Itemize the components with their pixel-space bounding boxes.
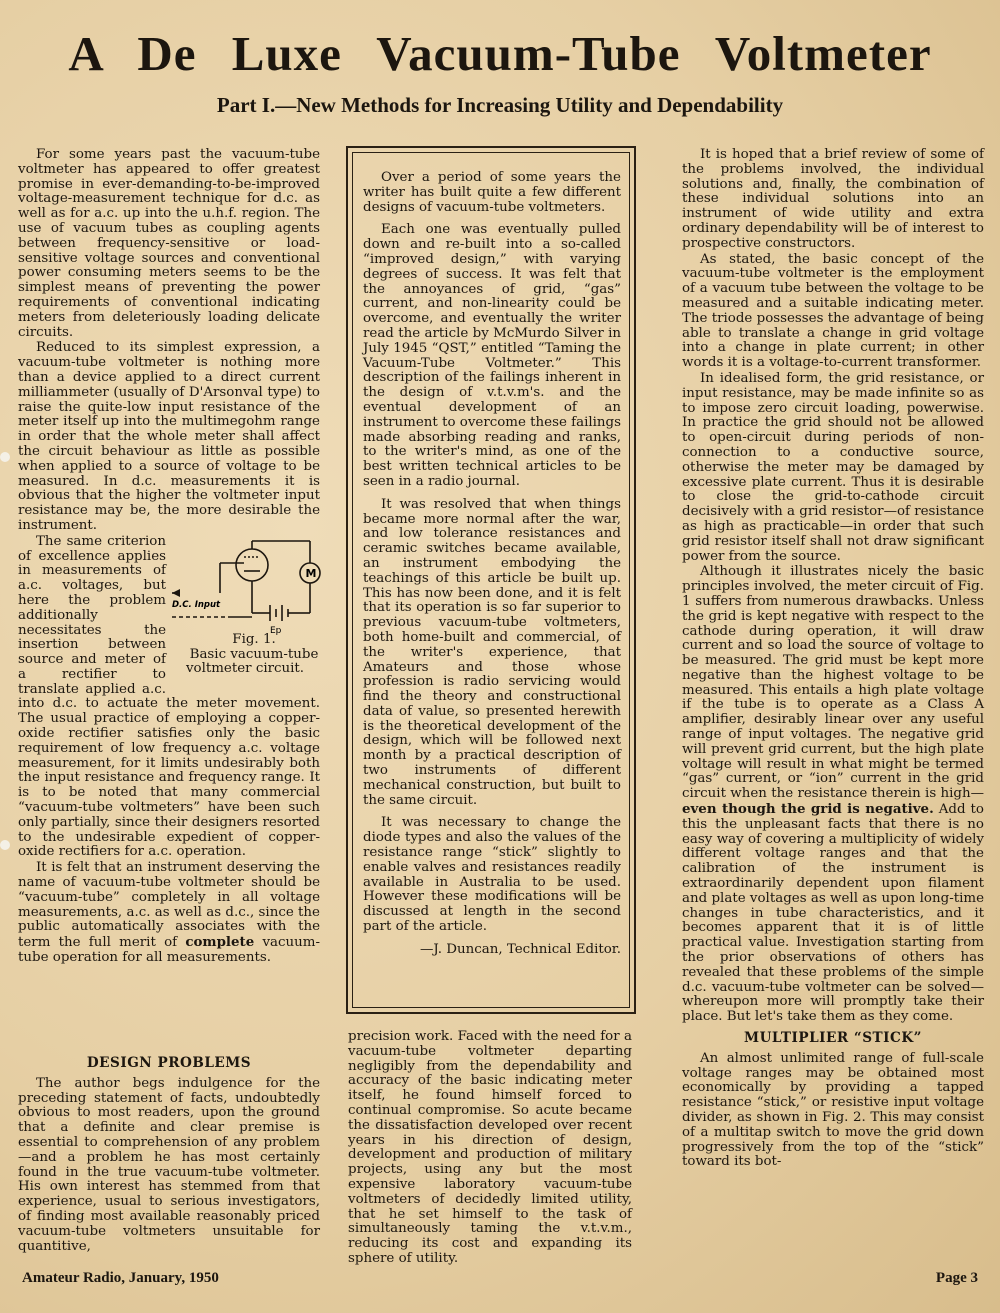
punch-hole <box>0 840 10 850</box>
paragraph: As stated, the basic concept of the vacuum-tube voltmeter is the employment of a vacuum tube between the voltage to be measured and a suitable indicating meter. The triode possesses the advantage of being able to translate a change in grid voltage into a change in plate current; in other words it is a voltage-to-current transformer. <box>682 251 984 371</box>
paragraph-text: Add to this the unpleasant facts that there is no easy way of covering a multiplicity of widely different voltage ranges and that the calibration of the instrument is extraordinarily dependent upon filament and plate voltages as well as upon long-time changes in tube characteristics, and it becomes apparent that it is of little practical value. Investigation starting from the prior observations of others has revealed that these problems of the simple d.c. vacuum-tube voltmeter can be solved—whereupon more will promptly take their place. But let's take them as they come. <box>682 802 984 1025</box>
paragraph <box>18 535 320 861</box>
column-1 <box>18 148 320 1040</box>
paragraph: The author begs indulgence for the preceding statement of facts, undoubtedly obvious to most readers, upon the ground that a definite and clear premise is essential to comprehension of any problem—and a problem he has most certainly found in the true vacuum-tube voltmeter. His own interest has stemmed from that experience, usual to serious investigators, of finding most available reasonably priced vacuum-tube voltmeters unsuitable for quantitive, <box>18 1075 320 1254</box>
editor-note-content <box>352 152 630 1008</box>
paragraph: It was resolved that when things became more normal after the war, and low tolerance resistances and ceramic switches became available, an instrument embodying the teachings of this article be built up. This has now been done, and it is felt that its operation is so far superior to previous vacuum-tube voltmeters, both home-built and commercial, of the writer's experience, that Amateurs and those whose profession is radio servicing would find the theory and constructional data of value, so presented herewith is the theoretical development of the design, which will be followed next month by a practical description of two instruments of different mechanical construction, but built to the same circuit. <box>363 496 621 808</box>
caption-text: Basic vacuum-tube voltmeter circuit. <box>185 646 319 677</box>
paragraph: Over a period of some years the writer has built quite a few different designs of vacuum-tube voltmeters. <box>363 170 621 215</box>
column-3 <box>682 148 984 1258</box>
article-title: A De Luxe Vacuum-Tube Voltmeter <box>68 26 932 81</box>
paragraph: Each one was eventually pulled down and re-built into a so-called “improved design,” with varying degrees of success. It was felt that the annoyances of grid, “gas” current, and non-linearity could be overcome, and eventually the writer read the article by McMurdo Silver in July 1945 “QST,” entitled “Taming the Vacuum-Tube Voltmeter.” This description of the failings inherent in the design of v.t.v.m's. and the eventual development of an instrument to overcome these failings made absorbing reading and ranks, to the writer's mind, as one of the best written technical articles to be seen in a radio journal. <box>363 222 621 489</box>
article-subtitle: Part I.—New Methods for Increasing Utility and Dependability <box>216 93 784 117</box>
column-2-lower <box>348 1029 632 1266</box>
paragraph: It was necessary to change the diode types and also the values of the resistance range “stick” slightly to enable valves and resistances readily available in Australia to be used. However these modifications will be discussed at length in the second part of the article. <box>363 815 621 935</box>
paragraph <box>682 565 984 1025</box>
meter-label: M <box>305 566 317 580</box>
column-1-lower <box>18 1050 320 1258</box>
paragraph-text: Although it illustrates nicely the basic principles involved, the meter circuit of Fig. 1 suffers from numerous drawbacks. Unless the grid is kept negative with respect to the cathode during operation, it will draw current and so load the source of voltage to be measured. The grid must be kept more negative than the highest voltage to be measured. This entails a high plate voltage if the tube is to operate as a Class A amplifier, desirably linear over any useful range of input voltages. The negative grid will prevent grid current, but the high plate voltage will result in what might be termed “gas” current, or “ion” current in the grid circuit when the resistance therein is high— <box>682 564 984 802</box>
footer-page-number: Page 3 <box>935 1270 978 1286</box>
section-heading: DESIGN PROBLEMS <box>86 1055 252 1071</box>
figure-caption <box>170 633 320 677</box>
paragraph: In idealised form, the grid resistance, or input resistance, may be made infinite so as to impose zero circuit loading, powerwise. In practice the grid should not be allowed to open-circuit during periods of non-connection to a conductive source, otherwise the meter may be damaged by excessive plate current. Thus it is desirable to close the grid-to-cathode circuit decisively with a grid resistor—of resistance as high as practicable—in order that such grid resistor itself shall not draw significant power from the source. <box>682 370 984 564</box>
paragraph-text: vacuum-tube operation for all measurements. <box>18 935 320 966</box>
paragraph: For some years past the vacuum-tube voltmeter has appeared to offer greatest promise in ever-demanding-to-be-improved voltage-measurement technique for d.c. as well as for a.c. up into the u.h.f. region. The use of vacuum tubes as coupling agents between frequency-sensitive or load-sensitive voltage sources and conventional power consuming meters seems to be the simplest means of preventing the power requirements of conventional indicating meters from deleteriously loading delicate circuits. <box>18 147 320 340</box>
circuit-diagram <box>170 535 320 635</box>
dc-input-label: D.C. Input <box>172 599 221 610</box>
paragraph <box>18 861 320 966</box>
figure-1 <box>170 535 320 685</box>
paragraph-text: It is felt that an instrument deserving the name of vacuum-tube voltmeter should be “vacuum-tube” completely in all voltage measurements, a.c. as well as d.c., since the public automatically associates with the term the full merit of <box>18 860 320 951</box>
paragraph: precision work. Faced with the need for a vacuum-tube voltmeter departing negligibly from the dependability and accuracy of the basic indicating meter itself, he found himself forced to continual compromise. So acute became the dissatisfaction developed over recent years in his direction of design, development and production of military projects, using any but the most expensive laboratory vacuum-tube voltmeters of decidedly limited utility, that he set himself to the task of simultaneously taming the v.t.v.m., reducing its cost and expanding its sphere of utility. <box>348 1029 632 1266</box>
ep-label: Ep <box>270 625 282 636</box>
editor-signature: —J. Duncan, Technical Editor. <box>420 941 621 957</box>
paragraph: It is hoped that a brief review of some of the problems involved, the individual solutions and, finally, the combination of these individual solutions into an instrument of wide utility and extra ordinary dependability will be of interest to prospective constructors. <box>682 147 984 251</box>
emphasis-text: complete <box>185 934 255 951</box>
paragraph-text: The same criterion of excellence applies in measurements of a.c. voltages, but here the problem additionally necessitates the insertion between source and meter of a rectifier to translate applied a.c. into d.c. to actuate the meter movement. The usual practice of employing a copper-oxide rectifier satisfies only the basic requirement of low frequency a.c. voltage measurement, for it limits undesirably both the input resistance and frequency range. It is to be noted that many commercial “vacuum-tube voltmeters” have been such only partially, since their designers resorted to the undesirable expedient of copper-oxide rectifiers for a.c. operation. <box>18 533 320 860</box>
footer-publication: Amateur Radio, January, 1950 <box>22 1270 219 1286</box>
section-heading: MULTIPLIER “STICK” <box>744 1030 922 1047</box>
editor-note-box <box>346 146 636 1014</box>
punch-hole <box>0 452 10 462</box>
paragraph: An almost unlimited range of full-scale voltage ranges may be obtained most economically by providing a tapped resistance “stick,” or resistive input voltage divider, as shown in Fig. 2. This may consist of a multitap switch to move the grid down progressively from the top of the “stick” toward its bot- <box>682 1050 984 1170</box>
caption-number: Fig. 1. <box>232 631 276 647</box>
triode-tube <box>236 549 268 581</box>
paragraph: Reduced to its simplest expression, a vacuum-tube voltmeter is nothing more than a device applied to a direct current milliammeter (usually of D'Arsonval type) to raise the quite-low input resistance of the meter itself up into the multimegohm range in order that the whole meter shall affect the circuit behaviour as little as possible when applied to a source of voltage to be measured. In d.c. measurements it is obvious that the higher the voltmeter input resistance may be, the more desirable the instrument. <box>18 340 320 533</box>
emphasis-text: even though the grid is negative. <box>682 801 934 818</box>
